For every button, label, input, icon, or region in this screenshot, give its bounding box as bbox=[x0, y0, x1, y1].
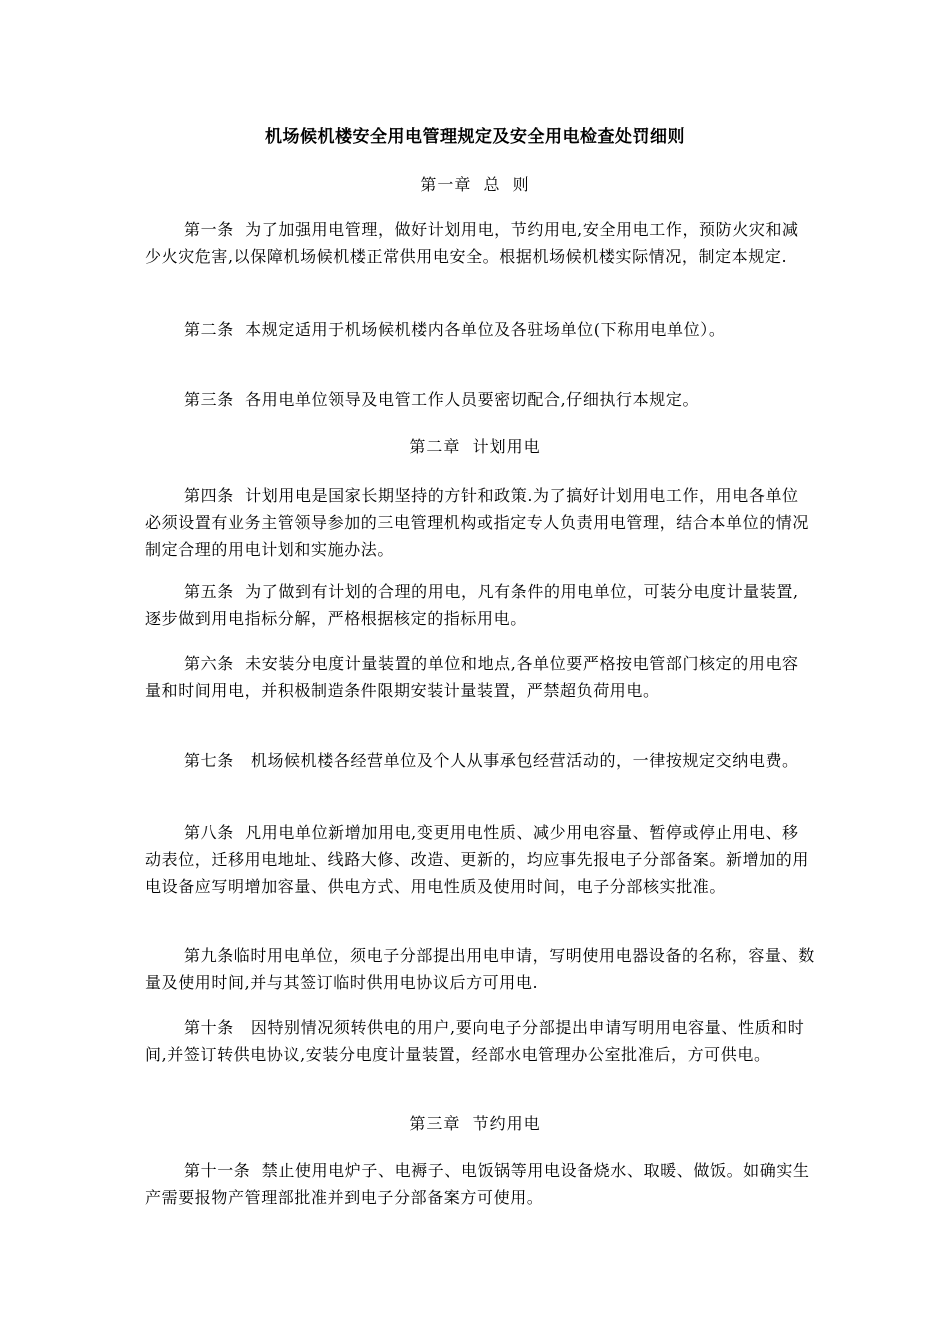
article-3: 第三条 各用电单位领导及电管工作人员要密切配合,仔细执行本规定。 bbox=[184, 390, 700, 409]
chapter-2-heading: 第二章 计划用电 bbox=[409, 437, 541, 456]
chapter-3-heading: 第三章 节约用电 bbox=[409, 1114, 541, 1133]
article-10: 第十条 因特别情况须转供电的用户,要向电子分部提出申请写明用电容量、性质和时间,并签订转供电协议,安装分电度计量装置，经部水电管理办公室批准后，方可供电。 bbox=[145, 1018, 805, 1064]
article-6: 第六条 未安装分电度计量装置的单位和地点,各单位要严格按电管部门核定的用电容量和时间用电，并积极制造条件限期安装计量装置，严禁超负荷用电。 bbox=[145, 654, 799, 700]
article-8: 第八条 凡用电单位新增加用电,变更用电性质、减少用电容量、暂停或停止用电、移动表位，迁移用电地址、线路大修、改造、更新的，均应事先报电子分部备案。新增加的用电设备应写明增加容量、供电方式、用电性质及使用时间，电子分部核实批准。 bbox=[145, 823, 810, 896]
article-11: 第十一条 禁止使用电炉子、电褥子、电饭锅等用电设备烧水、取暖、做饭。如确实生产需要报物产管理部批准并到电子分部备案方可使用。 bbox=[145, 1161, 810, 1207]
article-7: 第七条 机场候机楼各经营单位及个人从事承包经营活动的，一律按规定交纳电费。 bbox=[184, 751, 799, 770]
article-9: 第九条临时用电单位，须电子分部提出用电申请，写明使用电器设备的名称，容量、数量及使用时间,并与其签订临时供用电协议后方可用电. bbox=[145, 946, 815, 992]
article-4: 第四条 计划用电是国家长期坚持的方针和政策.为了搞好计划用电工作，用电各单位必须设置有业务主管领导参加的三电管理机构或指定专人负责用电管理，结合本单位的情况制定合理的用电计划和实施办法。 bbox=[145, 486, 810, 559]
article-2: 第二条 本规定适用于机场候机楼内各单位及各驻场单位(下称用电单位）。 bbox=[184, 320, 726, 339]
article-1: 第一条 为了加强用电管理，做好计划用电，节约用电,安全用电工作，预防火灾和减少火灾危害,以保障机场候机楼正常供用电安全。根据机场候机楼实际情况，制定本规定. bbox=[145, 220, 799, 266]
document-title: 机场候机楼安全用电管理规定及安全用电检查处罚细则 bbox=[265, 127, 685, 147]
chapter-1-heading: 第一章 总 则 bbox=[420, 175, 530, 194]
article-5: 第五条 为了做到有计划的合理的用电，凡有条件的用电单位，可装分电度计量装置,逐步做到用电指标分解，严格根据核定的指标用电。 bbox=[145, 582, 799, 628]
